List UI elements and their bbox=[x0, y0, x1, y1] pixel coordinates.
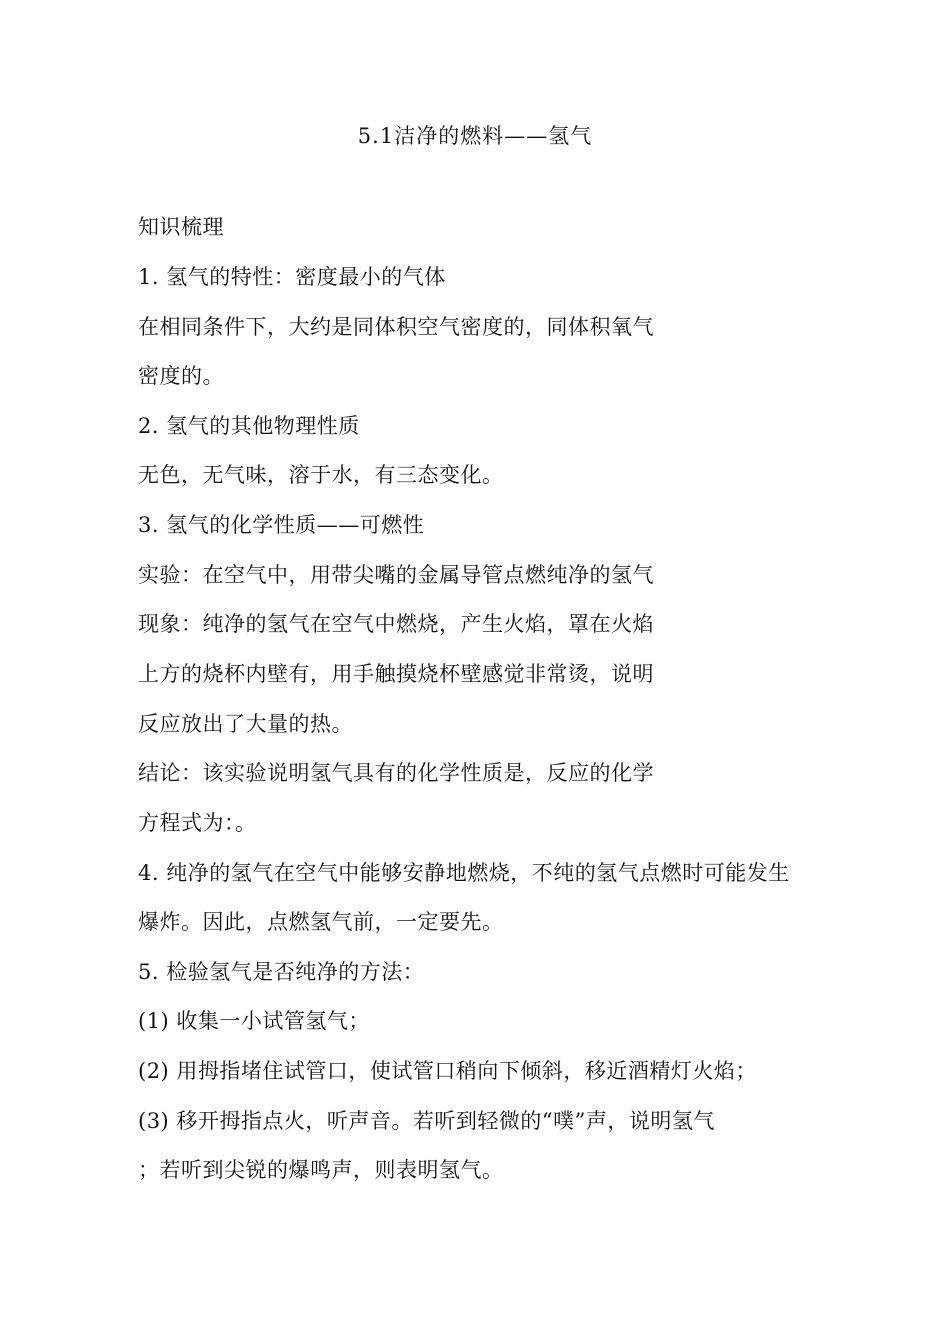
text-line: 2. 氢气的其他物理性质 bbox=[138, 414, 360, 438]
text-line: 现象：纯净的氢气在空气中燃烧，产生火焰，罩在火焰 bbox=[138, 612, 654, 636]
text-line: 5. 检验氢气是否纯净的方法： bbox=[138, 960, 425, 984]
text-line: (3) 移开拇指点火，听声音。若听到轻微的“噗”声，说明氢气 bbox=[138, 1109, 715, 1133]
text-line: 无色，无气味，溶于水，有三态变化。 bbox=[138, 463, 504, 487]
page-title: 5.1洁净的燃料——氢气 bbox=[357, 124, 593, 148]
text-line: (1) 收集一小试管氢气； bbox=[138, 1009, 370, 1033]
text-line: 1. 氢气的特性：密度最小的气体 bbox=[138, 265, 446, 289]
text-line: ；若听到尖锐的爆鸣声，则表明氢气。 bbox=[138, 1158, 504, 1182]
text-line: 实验：在空气中，用带尖嘴的金属导管点燃纯净的氢气 bbox=[138, 563, 654, 587]
text-line: 上方的烧杯内壁有，用手触摸烧杯壁感觉非常烫，说明 bbox=[138, 662, 654, 686]
text-line: 方程式为：。 bbox=[138, 811, 257, 835]
text-line: 反应放出了大量的热。 bbox=[138, 712, 353, 736]
section-heading: 知识梳理 bbox=[138, 215, 224, 239]
text-line: 结论：该实验说明氢气具有的化学性质是，反应的化学 bbox=[138, 761, 654, 785]
text-line: 爆炸。因此，点燃氢气前，一定要先。 bbox=[138, 910, 504, 934]
text-line: 在相同条件下，大约是同体积空气密度的，同体积氧气 bbox=[138, 315, 654, 339]
text-line: 3. 氢气的化学性质——可燃性 bbox=[138, 513, 425, 537]
text-line: (2) 用拇指堵住试管口，使试管口稍向下倾斜，移近酒精灯火焰； bbox=[138, 1059, 757, 1083]
text-line: 4. 纯净的氢气在空气中能够安静地燃烧，不纯的氢气点燃时可能发生 bbox=[138, 861, 790, 885]
text-line: 密度的。 bbox=[138, 364, 224, 388]
